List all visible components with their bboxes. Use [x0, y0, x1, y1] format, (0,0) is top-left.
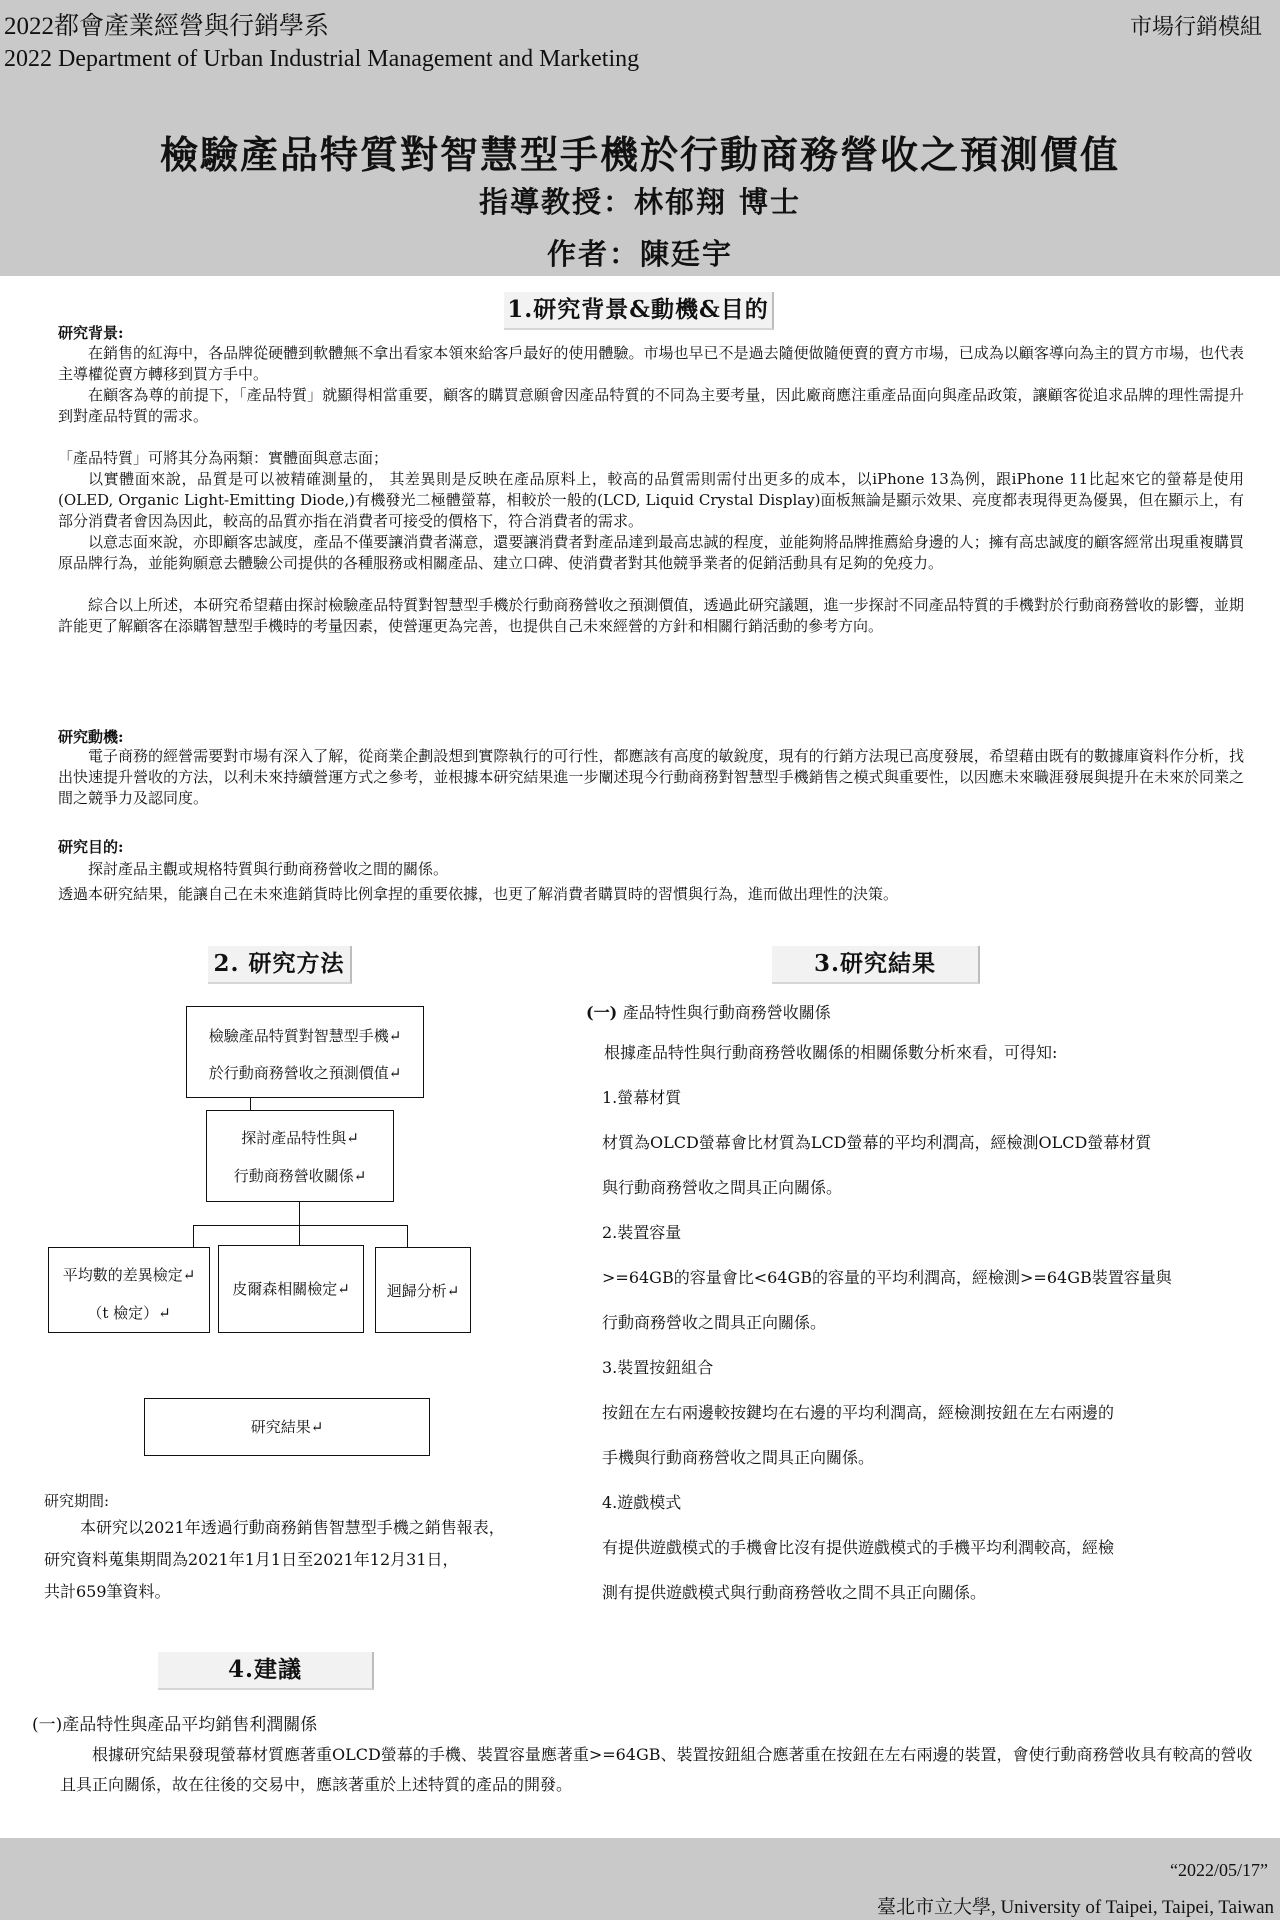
period-line: 研究資料蒐集期間為2021年1月1日至2021年12月31日， [44, 1550, 459, 1569]
flow-text: 皮爾森相關檢定↵ [232, 1280, 350, 1298]
flow-box-pearson [218, 1245, 364, 1333]
background-paragraph: 「產品特質」可將其分為兩類：實體面與意志面； [58, 449, 389, 467]
period-text [44, 1512, 584, 1608]
results-subheading-text: 產品特性與行動商務營收關係 [622, 1003, 831, 1022]
flow-box-topic [186, 1006, 424, 1098]
flow-text: 平均數的差異檢定↵ [62, 1266, 196, 1284]
results-line: 有提供遊戲模式的手機會比沒有提供遊戲模式的手機平均利潤較高，經檢 [602, 1538, 1115, 1557]
period-label: 研究期間: [44, 1492, 110, 1510]
motive-text: 電子商務的經營需要對市場有深入了解，從商業企劃設想到實際執行的可行性，都應該有高度的敏銳度，現有的行銷方法現已高度發展，希望藉由既有的數據庫資料作分析，找出快速提升營收的方法，以利未來持續營運方式之參考，並根據本研究結果進一步闡述現今行動商務對智慧型手機銷售之模式與重要性，以因應未來職涯發展與提升在未來於同業之間之競爭力及認同度。 [58, 747, 1244, 807]
purpose-text [58, 857, 1244, 907]
suggestion-text: 根據研究結果發現螢幕材質應著重OLCD螢幕的手機、裝置容量應著重>=64GB、裝置按鈕組合應著重在按鈕在左右兩邊的裝置，會使行動商務營收具有較高的營收且具正向關係，故在往後的交易中，應該著重於上述特質的產品的開發。 [60, 1745, 1253, 1794]
results-line: 材質為OLCD螢幕會比材質為LCD螢幕的平均利潤高，經檢測OLCD螢幕材質 [602, 1133, 1152, 1152]
results-line: 2.裝置容量 [602, 1223, 682, 1242]
purpose-label: 研究目的: [58, 838, 124, 856]
poster-title: 檢驗產品特質對智慧型手機於行動商務營收之預測價值 [159, 132, 1120, 177]
results-line: 測有提供遊戲模式與行動商務營收之間不具正向關係。 [602, 1583, 987, 1602]
flow-text: 檢驗產品特質對智慧型手機↵ [208, 1027, 402, 1045]
background-paragraph: 以意志面來說，亦即顧客忠誠度，產品不僅要讓消費者滿意，還要讓消費者對產品達到最高忠誠的程度，並能夠將品牌推薦給身邊的人；擁有高忠誠度的顧客經常出現重複購買原品牌行為，並能夠願意去體驗公司提供的各種服務或相關產品、建立口碑、使消費者對其他競爭業者的促銷活動具有足夠的免疫力。 [58, 533, 1244, 572]
flow-connector [407, 1225, 408, 1247]
purpose-line: 透過本研究結果，能讓自己在未來進銷貨時比例拿捏的重要依據，也更了解消費者購買時的習慣與行為，進而做出理性的決策。 [58, 885, 899, 903]
flow-text: 於行動商務營收之預測價值↵ [208, 1064, 402, 1082]
section3-heading: 3.研究結果 [772, 946, 980, 984]
flow-connector [299, 1225, 300, 1245]
flow-box-result [144, 1398, 430, 1456]
background-label: 研究背景: [58, 324, 124, 342]
results-subheading-number: (一) [586, 1003, 618, 1022]
background-paragraph: 在顧客為尊的前提下，「產品特質」就顯得相當重要，顧客的購買意願會因產品特質的不同為主要考量，因此廠商應注重產品面向與產品政策，讓顧客從追求品牌的理性需提升到對產品特質的需求。 [58, 386, 1244, 425]
background-paragraph: 在銷售的紅海中，各品牌從硬體到軟體無不拿出看家本領來給客戶最好的使用體驗。市場也早已不是過去隨便做隨便賣的賣方市場，已成為以顧客導向為主的買方市場，也代表主導權從賣方轉移到買方手中。 [58, 344, 1244, 383]
results-line: 按鈕在左右兩邊較按鍵均在右邊的平均利潤高，經檢測按鈕在左右兩邊的 [602, 1403, 1115, 1422]
results-line: 1.螢幕材質 [602, 1088, 682, 1107]
flow-text: 探討產品特性與↵ [241, 1129, 359, 1147]
results-line: 行動商務營收之間具正向關係。 [602, 1313, 827, 1332]
results-list [602, 1038, 1262, 1623]
flow-connector [193, 1225, 194, 1247]
flow-text: 研究結果↵ [250, 1418, 324, 1436]
poster-date: “2022/05/17” [1170, 1860, 1268, 1880]
background-paragraph: 以實體面來說，品質是可以被精確測量的， 其差異則是反映在產品原料上，較高的品質需則需付出更多的成本，以iPhone 13為例，跟iPhone 11比起來它的螢幕是使用(OLED, Organic Light-Emitting Diode,)有機發光二極體螢幕，相較於一般的(LCD, Liquid Crystal Display)面板無論是顯示效果、亮度都表現得更為優異，但在顯示上，有部分消費者會因為因此，較高的品質亦指在消費者可接受的價格下，符合消費者的需求。 [58, 470, 1244, 530]
department-zh: 2022都會產業經營與行銷學系 [4, 13, 330, 40]
period-line: 共計659筆資料。 [44, 1582, 171, 1601]
purpose-line: 探討產品主觀或規格特質與行動商務營收之間的關係。 [88, 860, 449, 878]
author: 作者：陳廷宇 [546, 237, 733, 271]
flow-box-ttest [48, 1247, 210, 1333]
results-subheading [586, 1000, 831, 1023]
background-text [58, 343, 1244, 637]
flow-connector [193, 1225, 408, 1226]
section1-heading: 1.研究背景&動機&目的 [504, 292, 774, 330]
section2-heading: 2. 研究方法 [208, 946, 352, 984]
results-line: 與行動商務營收之間具正向關係。 [602, 1178, 843, 1197]
flow-connector [250, 1097, 251, 1110]
results-line: 4.遊戲模式 [602, 1493, 682, 1512]
module-tag: 市場行銷模組 [1129, 15, 1262, 40]
section4-heading: 4.建議 [158, 1652, 374, 1690]
period-line: 本研究以2021年透過行動商務銷售智慧型手機之銷售報表， [80, 1518, 505, 1537]
department-en: 2022 Department of Urban Industrial Management and Marketing [4, 46, 640, 72]
results-line: 3.裝置按鈕組合 [602, 1358, 714, 1377]
results-line: >=64GB的容量會比<64GB的容量的平均利潤高，經檢測>=64GB裝置容量與 [602, 1268, 1172, 1287]
advisor: 指導教授：林郁翔 博士 [478, 185, 802, 219]
background-paragraph: 綜合以上所述，本研究希望藉由探討檢驗產品特質對智慧型手機於行動商務營收之預測價值，透過此研究議題，進一步探討不同產品特質的手機對於行動商務營收的影響，並期許能更了解顧客在添購智慧型手機時的考量因素，使營運更為完善，也提供自己未來經營的方針和相關行銷活動的參考方向。 [58, 596, 1244, 635]
results-line: 根據產品特性與行動商務營收關係的相關係數分析來看，可得知: [604, 1043, 1058, 1062]
motive-label: 研究動機: [58, 728, 124, 746]
flow-box-regression [375, 1247, 471, 1333]
suggestion-subheading: (一)產品特性與產品平均銷售利潤關係 [32, 1715, 318, 1735]
flow-text: 迴歸分析↵ [386, 1282, 460, 1300]
university-name: 臺北市立大學, University of Taipei, Taipei, Taiwan [876, 1897, 1274, 1918]
flow-box-explore [206, 1110, 394, 1202]
flow-text: （t 檢定）↵ [87, 1304, 171, 1322]
flow-connector [299, 1201, 300, 1225]
flow-text: 行動商務營收關係↵ [233, 1167, 367, 1185]
results-line: 手機與行動商務營收之間具正向關係。 [602, 1448, 875, 1467]
